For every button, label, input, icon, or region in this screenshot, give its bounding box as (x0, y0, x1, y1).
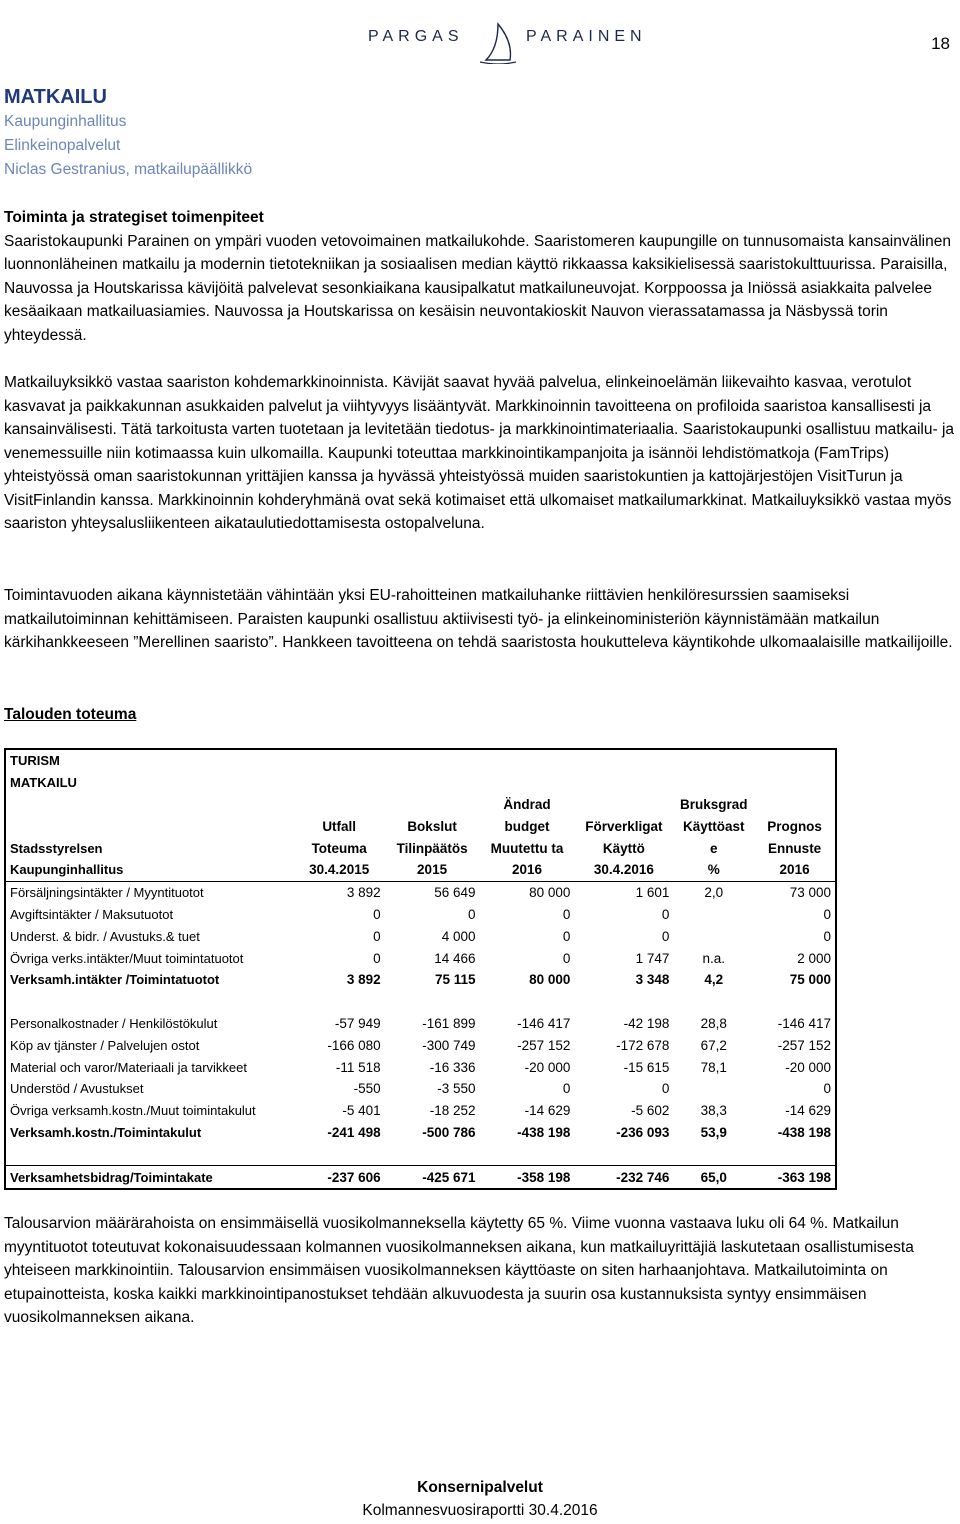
table-row (5, 904, 836, 926)
table-cell: Käyttöast (683, 818, 745, 834)
row-label: Verksamh.kostn./Toimintakulut (10, 1124, 202, 1140)
table-cell (574, 794, 673, 816)
table-cell: -3 550 (437, 1081, 476, 1097)
table-cell: -550 (353, 1081, 381, 1097)
section-marketing (4, 371, 956, 536)
header-row (5, 837, 836, 859)
table-cell (574, 749, 673, 772)
logo-text-finnish: PARAINEN (526, 28, 647, 45)
spacer-row (5, 1143, 836, 1165)
table-cell: Bruksgrad (679, 796, 748, 812)
table-cell: -57 949 (334, 1015, 381, 1031)
table-cell: 3 892 (346, 885, 381, 901)
table-row (5, 881, 836, 903)
table-cell: Muutettu ta (490, 840, 564, 856)
table-cell: 0 (823, 906, 831, 922)
report-header (4, 84, 252, 182)
table-cell (673, 772, 754, 794)
page-footer (0, 1476, 960, 1522)
row-label: MATKAILU (10, 775, 77, 791)
section-heading: Talouden toteuma (4, 706, 137, 723)
table-cell: -146 417 (517, 1015, 571, 1031)
table-cell (754, 749, 836, 772)
row-label: Avgiftsintäkter / Maksutuotot (10, 906, 174, 922)
table-cell (294, 772, 385, 794)
table-row (5, 1034, 836, 1056)
table-cell: 4,2 (704, 972, 724, 988)
table-cell: -42 198 (623, 1015, 670, 1031)
table-cell: 67,2 (700, 1037, 727, 1053)
table-row (5, 947, 836, 969)
table-cell: 0 (562, 950, 571, 966)
table-cell: Prognos (767, 818, 822, 834)
row-label: Personalkostnader / Henkilöstökulut (10, 1015, 218, 1031)
table-cell: 2015 (385, 859, 480, 881)
paragraph: Toimintavuoden aikana käynnistetään vähintään yksi EU-rahoitteinen matkailuhanke riittävien henkilöresurssien saamiseksi matkailutoiminnan kehittämiseen. Paraisten kaupunki osallistuu aktiivisesti työ- ja elinkeinoministeriön käynnistämään matkailun kärkihankkeeseen ”Merellinen saaristo”. Hankkeen tavoitteena on tehdä saaristosta houkutteleva käyntikohde ulkomaalaisille matkailijoille. (4, 587, 953, 651)
paragraph: Talousarvion määrärahoista on ensimmäisellä vuosikolmanneksella käytetty 65 %. Viime vuonna vastaava luku oli 64 %. Matkailun myyntituotot toteutuvat kokonaisuudessaan kolmannen vuosikolmanneksen aikana, kun matkailuyrittäjiä laskutetaan osallistumisesta yhteiseen markkinointiin. Talousarvion ensimmäisen vuosikolmanneksen käyttöaste on siten harhaanjohtava. Matkailutoiminta on etupainotteista, koska kaikki markkinointipanostukset tehdään alkuvuodesta ja suurin osa kustannuksista syntyy ensimmäisen vuosikolmanneksen aikana. (4, 1215, 914, 1326)
table-cell: 38,3 (700, 1103, 727, 1119)
table-cell (754, 772, 836, 794)
table-cell: 65,0 (673, 1166, 754, 1189)
table-cell: 0 (562, 906, 571, 922)
table-cell (294, 794, 385, 816)
table-cell: -425 671 (385, 1166, 480, 1189)
table-cell: -236 093 (616, 1124, 670, 1140)
table-cell: 73 000 (789, 885, 831, 901)
table-cell: 3 892 (346, 972, 381, 988)
table-cell: Förverkligat (585, 818, 663, 834)
header-row (5, 749, 836, 772)
row-label: Verksamh.intäkter /Toimintatuotot (10, 972, 220, 988)
table-cell: -237 606 (294, 1166, 385, 1189)
table-cell: -232 746 (574, 1166, 673, 1189)
table-cell: 75 000 (789, 972, 831, 988)
table-cell: 2 000 (797, 950, 831, 966)
table-cell (385, 749, 480, 772)
table-cell (673, 925, 754, 947)
table-cell: -241 498 (327, 1124, 381, 1140)
sail-icon (472, 22, 524, 64)
table-cell (385, 772, 480, 794)
table-cell: Käyttö (602, 840, 645, 856)
table-cell: 53,9 (700, 1124, 727, 1140)
table-cell (480, 749, 575, 772)
paragraph: Matkailuyksikkö vastaa saariston kohdemarkkinoinnista. Kävijät saavat hyvää palvelua, elinkeinoelämän liikevaihto kasvaa, verotulot kasvavat ja paikkakunnan asukkaiden palvelut ja viihtyvyys lisääntyvät. Markkinoinnin tavoitteena on profiloida saaristoa kansallisesti ja kansainvälisesti. Tätä tarkoitusta varten tuotetaan ja levitetään tiedotus- ja markkinointimateriaalia. Saaristokaupunki osallistuu matkailu- ja venemessuille niin kotimaassa kuin ulkomailla. Kaupunki toteuttaa markkinointikampanjoita ja isännöi lehdistömatkoja (FamTrips) yhteistyössä oman saaristokunnan yrittäjien kanssa ja hyvässä yhteistyössä muiden saaristokuntien ja kattojärjestöjen VisitTurun ja VisitFinlandin kanssa. Markkinoinnin kohderyhmänä ovat sekä kotimaiset että ulkomaiset matkailumarkkinat. Matkailuyksikkö vastaa myös saariston yhteysalusliikenteen aikataulutiedottamisesta ostopalveluna. (4, 374, 955, 532)
table-cell: Ennuste (767, 840, 822, 856)
table-cell: -16 336 (429, 1059, 476, 1075)
subtotal-row (5, 1122, 836, 1144)
header-row (5, 772, 836, 794)
table-cell: 3 348 (635, 972, 670, 988)
table-cell: 1 601 (635, 885, 670, 901)
author-line: Niclas Gestranius, matkailupäällikkö (4, 161, 253, 178)
section-eu-project (4, 584, 956, 655)
row-label: Underst. & bidr. / Avustuks.& tuet (10, 928, 200, 944)
table-cell: -20 000 (524, 1059, 571, 1075)
table-cell: -438 198 (777, 1124, 831, 1140)
row-label: Verksamhetsbidrag/Toimintakate (5, 1166, 294, 1189)
table-row (5, 1100, 836, 1122)
table-cell: 2,0 (704, 885, 724, 901)
table-cell: e (710, 840, 718, 856)
table-cell: Toteuma (311, 840, 367, 856)
finance-heading-block (4, 703, 956, 727)
table-cell: -438 198 (517, 1124, 571, 1140)
table-cell: 0 (373, 950, 381, 966)
row-label: Understöd / Avustukset (10, 1081, 144, 1097)
row-label (5, 794, 294, 816)
table-cell: n.a. (702, 950, 726, 966)
table-cell: -300 749 (422, 1037, 476, 1053)
table-cell: 0 (661, 928, 670, 944)
paragraph: Saaristokaupunki Parainen on ympäri vuoden vetovoimainen matkailukohde. Saaristomeren kaupungille on tunnusomaista kansainvälinen luonnonläheinen matkailu ja modernin tietotekniikan ja sosiaalisen median käyttö rikkaassa kaksikielisessä saaristokulttuurissa. Paraisilla, Nauvossa ja Houtskarissa kävijöitä palvelevat sesonkiaikana kausipalkatut matkailuneuvojat. Korppoossa ja Iniössä asiakkaita palvelee kesäaikaan matkailuasiamies. Nauvossa ja Houtskarissa on kesäisin neuvontakioskit Nauvon vierassatamassa ja Näsbyssä torin yhteydessä. (4, 232, 951, 344)
table-cell: -161 899 (422, 1015, 476, 1031)
subtotal-row (5, 969, 836, 991)
logo-text-swedish: PARGAS (368, 28, 464, 45)
table-cell: 0 (823, 928, 831, 944)
table-cell: -500 786 (422, 1124, 476, 1140)
table-cell: 0 (468, 906, 476, 922)
table-cell: 0 (373, 906, 381, 922)
table-cell: -15 615 (623, 1059, 670, 1075)
table-cell (574, 772, 673, 794)
table-cell: 0 (373, 928, 381, 944)
row-label: TURISM (10, 753, 60, 769)
table-row (5, 1056, 836, 1078)
pargas-parainen-logo (360, 22, 647, 64)
table-cell (673, 749, 754, 772)
table-row (5, 1078, 836, 1100)
table-cell: Ändrad (503, 796, 551, 812)
table-cell: 0 (661, 1081, 670, 1097)
table-cell: -14 629 (785, 1103, 831, 1119)
table-cell: Bokslut (407, 818, 457, 834)
footer-report-name: Kolmannesvuosiraportti 30.4.2016 (362, 1502, 598, 1519)
table-cell: 80 000 (529, 885, 571, 901)
section-summary (4, 1212, 956, 1330)
footer-department: Konsernipalvelut (417, 1479, 543, 1496)
table-cell: -358 198 (480, 1166, 575, 1189)
table-cell: 2016 (754, 859, 836, 881)
table-cell: Tilinpäätös (396, 840, 468, 856)
table-cell: 28,8 (700, 1015, 727, 1031)
table-cell: -14 629 (524, 1103, 571, 1119)
page-title: MATKAILU (4, 86, 107, 108)
table-cell: -257 152 (517, 1037, 571, 1053)
table-cell: 0 (823, 1081, 831, 1097)
table-cell: 2016 (480, 859, 575, 881)
financial-table (4, 748, 837, 1190)
table-cell: 0 (661, 906, 670, 922)
row-label: Kaupunginhallitus (5, 859, 294, 881)
department-line: Kaupunginhallitus (4, 113, 127, 130)
table-cell: 1 747 (635, 950, 670, 966)
unit-line: Elinkeinopalvelut (4, 137, 121, 154)
table-cell: 30.4.2016 (574, 859, 673, 881)
table-cell: 4 000 (441, 928, 476, 944)
table-cell: -5 401 (342, 1103, 381, 1119)
table-cell (673, 1078, 754, 1100)
table-cell: -20 000 (785, 1059, 831, 1075)
row-label: Övriga verksamh.kostn./Muut toimintakulut (10, 1103, 256, 1119)
table-cell: 78,1 (700, 1059, 727, 1075)
row-label: Försäljningsintäkter / Myyntituotot (10, 885, 204, 901)
table-cell: 75 115 (434, 972, 476, 988)
table-cell: % (673, 859, 754, 881)
row-label: Material och varor/Materiaali ja tarvikkeet (10, 1059, 247, 1075)
table-cell: -363 198 (754, 1166, 836, 1189)
table-cell: 0 (562, 928, 571, 944)
table-cell (385, 794, 480, 816)
table-cell: -146 417 (777, 1015, 831, 1031)
section-operations (4, 206, 956, 347)
table-cell: 30.4.2015 (294, 859, 385, 881)
table-cell: -172 678 (616, 1037, 670, 1053)
table-cell (673, 904, 754, 926)
table-cell: -18 252 (429, 1103, 476, 1119)
table-row (5, 1013, 836, 1035)
section-heading: Toiminta ja strategiset toimenpiteet (4, 209, 264, 226)
table-cell (754, 794, 836, 816)
total-row (5, 1166, 836, 1189)
table-cell: budget (504, 818, 550, 834)
row-label: Övriga verks.intäkter/Muut toimintatuotot (10, 950, 244, 966)
table-cell: 0 (562, 1081, 571, 1097)
table-cell: -5 602 (631, 1103, 670, 1119)
header-row (5, 794, 836, 816)
table-cell: Utfall (322, 818, 357, 834)
table-cell: 14 466 (434, 950, 476, 966)
row-label: Köp av tjänster / Palvelujen ostot (10, 1037, 200, 1053)
table-cell: -257 152 (777, 1037, 831, 1053)
table-cell: 80 000 (529, 972, 571, 988)
table-cell (480, 772, 575, 794)
row-label: Stadsstyrelsen (10, 840, 103, 856)
table-cell: 56 649 (434, 885, 476, 901)
table-row (5, 925, 836, 947)
table-cell: -11 518 (335, 1059, 381, 1075)
row-label (5, 815, 294, 837)
table-cell: -166 080 (327, 1037, 381, 1053)
header-row (5, 815, 836, 837)
spacer-row (5, 991, 836, 1013)
table-cell (294, 749, 385, 772)
header-row (5, 859, 836, 881)
page-number: 18 (931, 34, 950, 53)
